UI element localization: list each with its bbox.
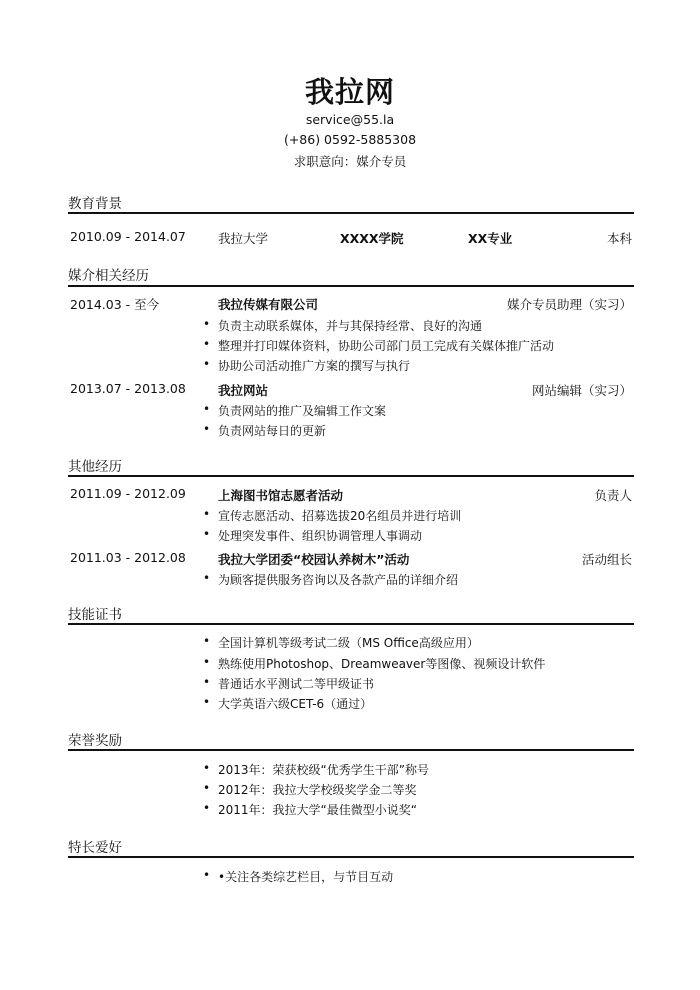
education-major: XX专业 (468, 231, 513, 246)
job-role: 活动组长 (581, 552, 632, 567)
skill-bullet: • 全国计算机等级考试二级（MS Office高级应用） (218, 634, 479, 651)
section-title-honors: 荣誉奖励 (68, 733, 122, 749)
job-org: 我拉大学团委“校园认养树木”活动 (218, 552, 410, 567)
job-bullet: • 宣传志愿活动、招募选拔20名组员并进行培训 (218, 507, 461, 524)
education-date: 2010.09 - 2014.07 (70, 229, 186, 244)
contact-email: service@55.la (305, 112, 395, 127)
resume-name: 我拉网 (304, 75, 395, 109)
job-bullet: • 负责网站的推广及编辑工作文案 (218, 402, 386, 419)
job-role: 网站编辑（实习） (531, 383, 632, 398)
job-row (68, 486, 634, 506)
honor-bullet: • 2012年：我拉大学校级奖学金二等奖 (218, 781, 417, 798)
section-title-skills: 技能证书 (68, 607, 122, 623)
section-divider (68, 475, 634, 477)
job-date: 2014.03 - 至今 (70, 297, 160, 312)
contact-phone: (+86) 0592-5885308 (283, 132, 417, 147)
job-date: 2011.09 - 2012.09 (70, 486, 186, 501)
section-title-education: 教育背景 (68, 196, 122, 212)
section-divider (68, 212, 634, 214)
job-date: 2013.07 - 2013.08 (70, 381, 186, 396)
section-title-other-experience: 其他经历 (68, 459, 122, 475)
section-title-media-experience: 媒介相关经历 (68, 268, 149, 284)
job-org: 上海图书馆志愿者活动 (218, 488, 344, 503)
honor-bullet: • 2011年：我拉大学“最佳微型小说奖“ (218, 801, 417, 818)
section-divider (68, 285, 634, 287)
job-role: 负责人 (594, 488, 632, 503)
skill-bullet: • 大学英语六级CET-6（通过） (218, 695, 372, 712)
skill-bullet: • 普通话水平测试二等甲级证书 (218, 675, 374, 692)
honor-bullet: • 2013年：荣获校级“优秀学生干部”称号 (218, 761, 429, 778)
job-bullet: • 整理并打印媒体资料，协助公司部门员工完成有关媒体推广活动 (218, 337, 554, 354)
education-row (68, 229, 634, 249)
job-bullet: • 处理突发事件、组织协调管理人事调动 (218, 527, 422, 544)
skill-bullet: • 熟练使用Photoshop、Dreamweaver等图像、视频设计软件 (218, 655, 545, 672)
job-org: 我拉传媒有限公司 (218, 297, 319, 312)
job-bullet: • 负责主动联系媒体，并与其保持经常、良好的沟通 (218, 317, 482, 334)
job-org: 我拉网站 (218, 383, 269, 398)
education-degree: 本科 (606, 231, 632, 246)
education-college: XXXX学院 (340, 231, 404, 246)
hobby-bullet: • •关注各类综艺栏目，与节目互动 (218, 868, 393, 885)
job-date: 2011.03 - 2012.08 (70, 550, 186, 565)
job-row (68, 381, 634, 401)
section-title-hobbies: 特长爱好 (68, 840, 122, 856)
job-role: 媒介专员助理（实习） (506, 297, 632, 312)
education-school: 我拉大学 (218, 231, 269, 246)
section-divider (68, 856, 634, 858)
job-row (68, 295, 634, 315)
job-objective: 求职意向：媒介专员 (293, 154, 407, 169)
job-bullet: • 协助公司活动推广方案的撰写与执行 (218, 357, 410, 374)
section-divider (68, 623, 634, 625)
job-bullet: • 为顾客提供服务咨询以及各款产品的详细介绍 (218, 571, 458, 588)
section-divider (68, 749, 634, 751)
job-bullet: • 负责网站每日的更新 (218, 422, 326, 439)
job-row (68, 550, 634, 570)
